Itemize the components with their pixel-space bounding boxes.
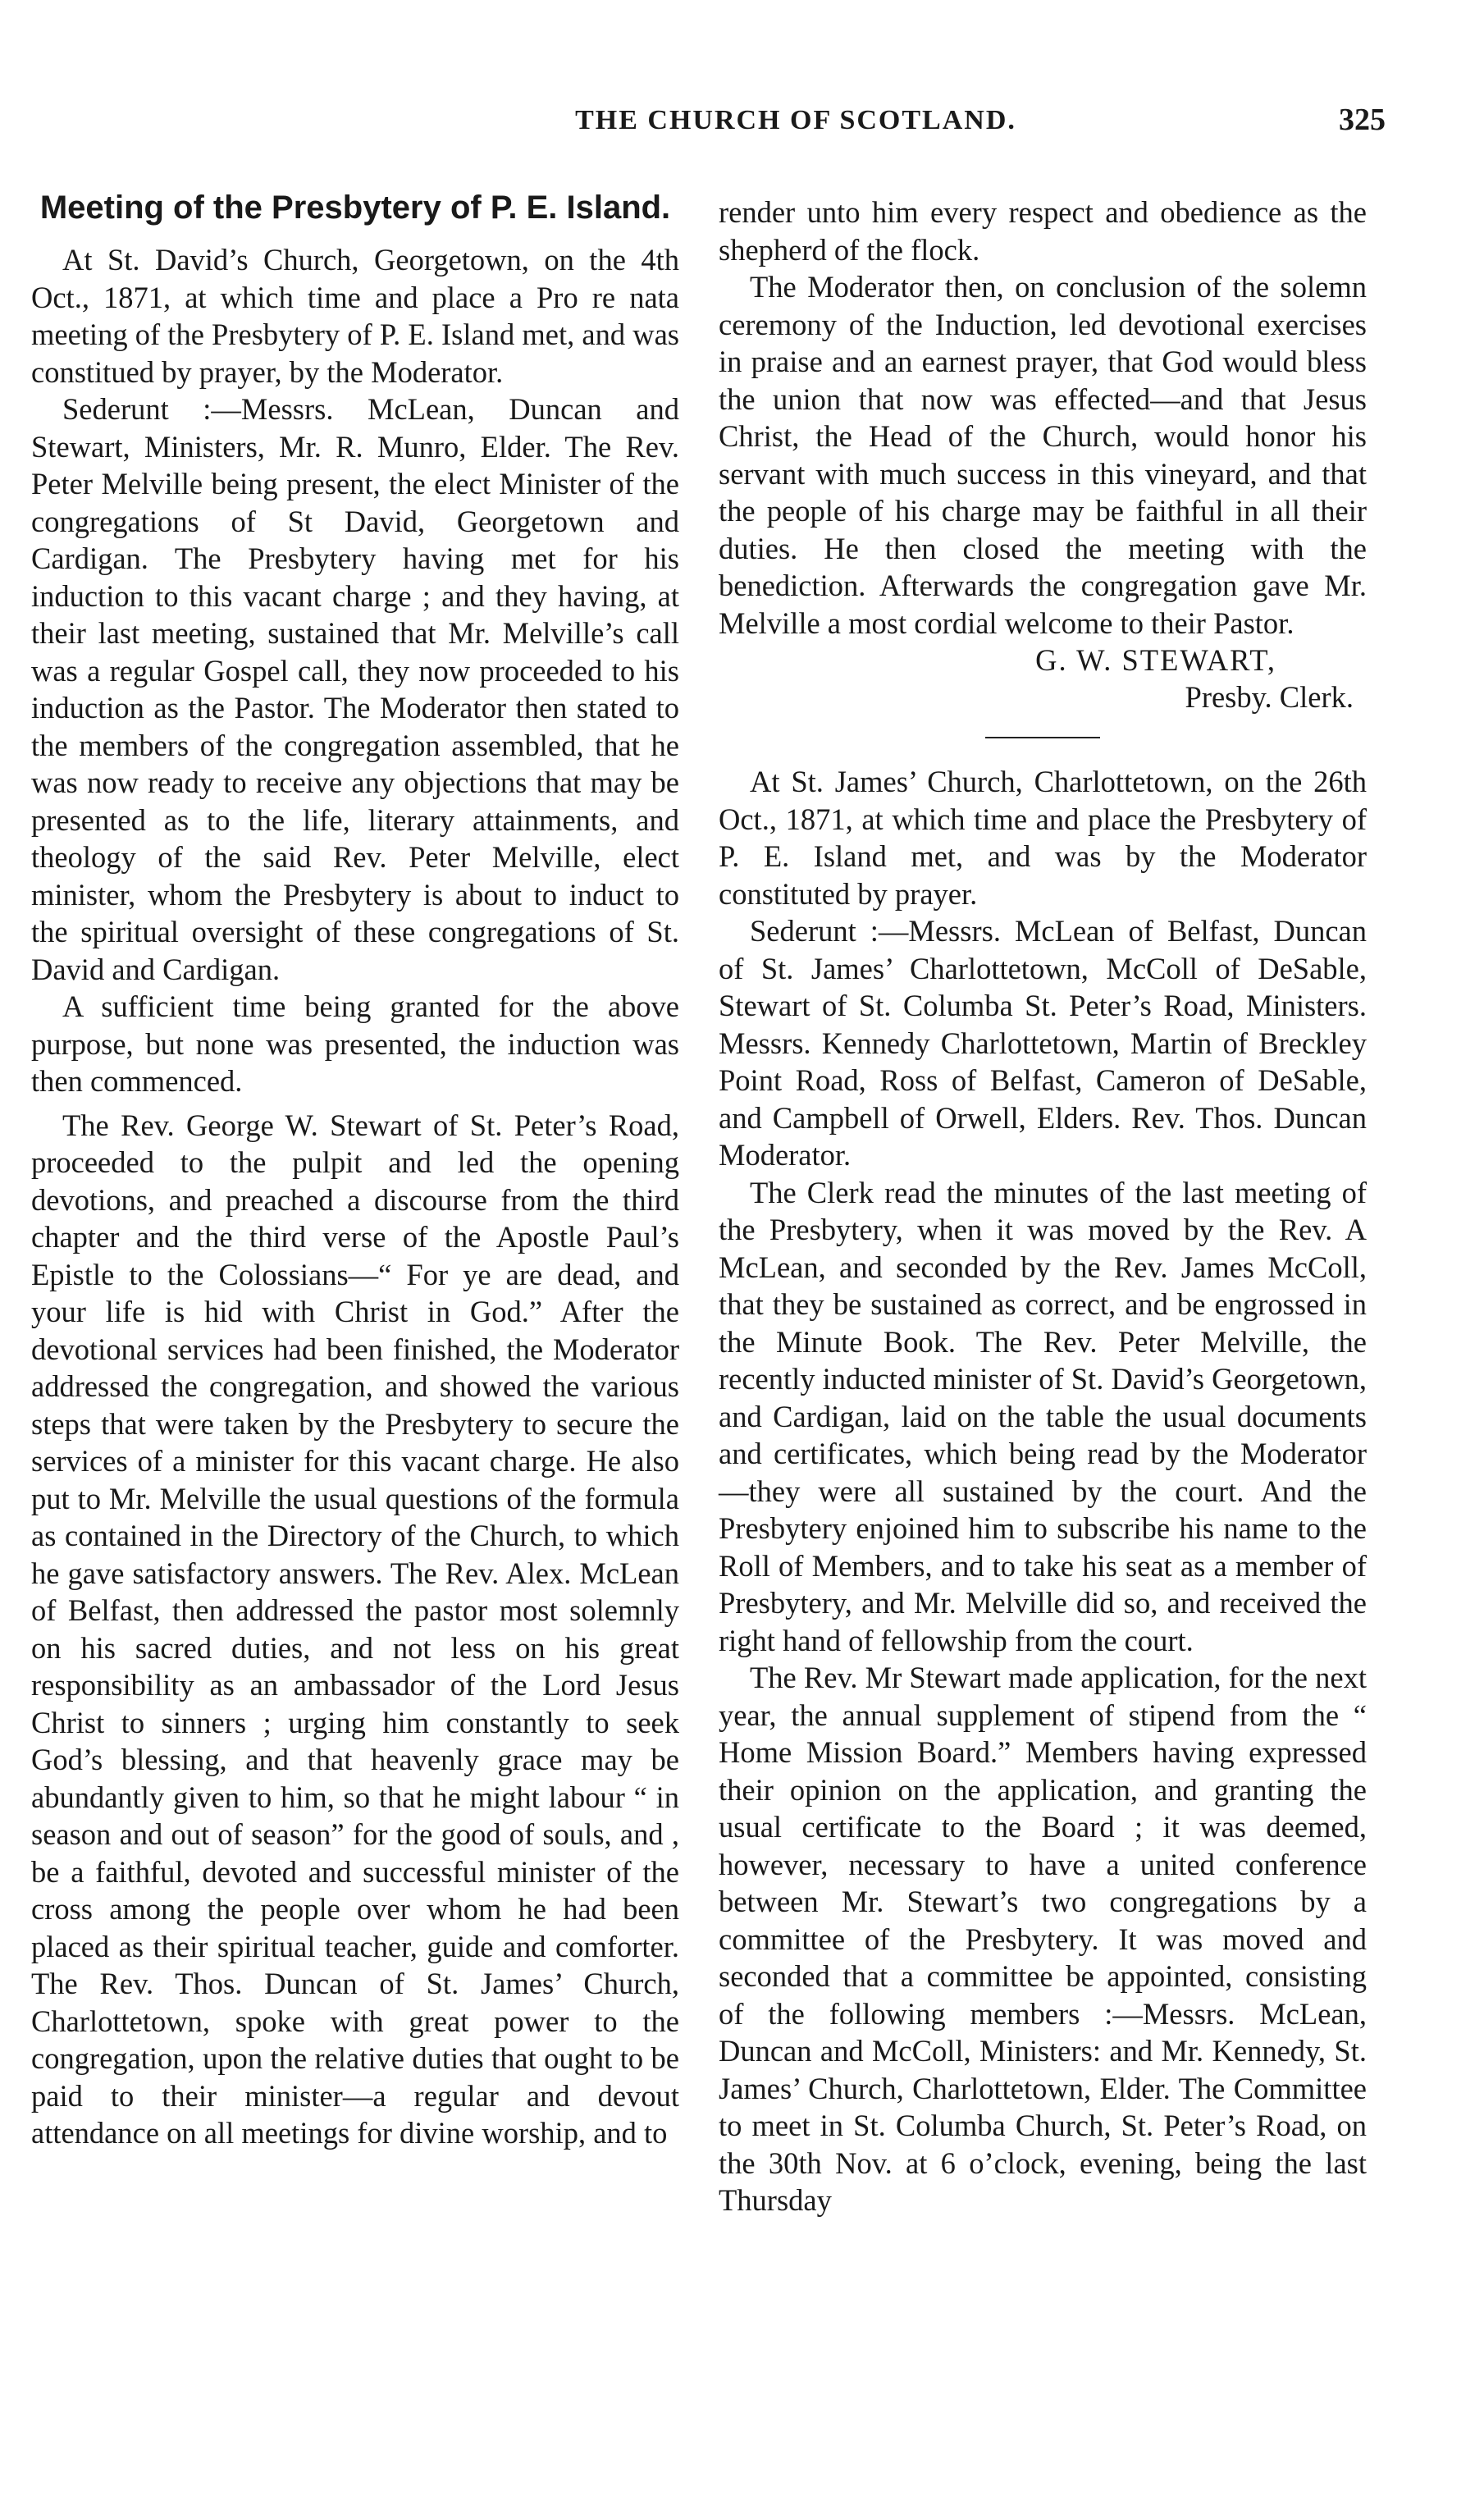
left-column <box>31 189 679 2152</box>
paragraph: A sufficient time being granted for the above purpose, but none was presented, the induction was then commenced. <box>31 989 679 1098</box>
paragraph: Sederunt :—Messrs. McLean of Belfast, Duncan of St. James’ Charlottetown, McColl of DeSable, Stewart of St. Columba St. Peter’s Road, Ministers. Messrs. Kennedy Charlottetown, Martin of Breckley Point Road, Ross of Belfast, Cameron of DeSable, and Campbell of Orwell, Elders. Rev. Thos. Duncan Moderator. <box>719 914 1367 1172</box>
signature-title: Presby. Clerk. <box>1185 680 1354 714</box>
signature-name: G. W. STEWART, <box>1035 643 1276 677</box>
signature <box>719 642 1367 715</box>
paragraph: The Rev. George W. Stewart of St. Peter’s Road, proceeded to the pulpit and led the opening devotions, and preached a discourse from the third chapter and the third verse of the Apostle Paul’s Epistle to the Colossians—“ For ye are dead, and your life is hid with Christ in God.” After the devotional services had been finished, the Moderator addressed the congregation, and showed the various steps that were taken by the Presbytery to secure the services of a minister for this vacant charge. He also put to Mr. Melville the usual questions of the formula as contained in the Directory of the Church, to which he gave satisfactory answers. The Rev. Alex. McLean of Belfast, then addressed the pastor most solemnly on his sacred duties, and not less on his great responsibility as an ambassador of the Lord Jesus Christ to sinners ; urging him constantly to seek God’s blessing, and that heavenly grace may be abundantly given to him, so that he might labour “ in season and out of season” for the good of souls, and , be a faithful, devoted and successful minister of the cross among the people over whom he had been placed as their spiritual teacher, guide and comforter. The Rev. Thos. Duncan of St. James’ Church, Charlottetown, spoke with great power to the congregation, upon the relative duties that ought to be paid to their minister—a regular and devout attendance on all meetings for divine worship, and to <box>31 1108 679 2150</box>
paragraph: At St. James’ Church, Charlottetown, on the 26th Oct., 1871, at which time and place the Presbytery of P. E. Island met, and was by the Moderator constituted by prayer. <box>719 765 1367 911</box>
paragraph: The Rev. Mr Stewart made application, for the next year, the annual supplement of stipend from the “ Home Mission Board.” Members having expressed their opinion on the application, and granting the usual certificate to the Board ; it was deemed, however, necessary to have a united conference between Mr. Stewart’s two congregations by a committee of the Presbytery. It was moved and seconded that a committee be appointed, consisting of the following members :—Messrs. McLean, Duncan and McColl, Ministers: and Mr. Kennedy, St. James’ Church, Charlottetown, Elder. The Committee to meet in St. Columba Church, St. Peter’s Road, on the 30th Nov. at 6 o’clock, evening, being the last Thursday <box>719 1661 1367 2217</box>
running-head: THE CHURCH OF SCOTLAND. <box>575 105 1016 135</box>
paragraph: The Clerk read the minutes of the last meeting of the Presbytery, when it was moved by the Rev. A McLean, and seconded by the Rev. James McColl, that they be sustained as correct, and be engrossed in the Minute Book. The Rev. Peter Melville, the recently inducted minister of St. David’s Georgetown, and Cardigan, laid on the table the usual documents and certificates, which being read by the Moderator—they were all sustained by the court. And the Presbytery enjoined him to subscribe his name to the Roll of Members, and to take his seat as a member of Presbytery, and Mr. Melville did so, and received the right hand of fellowship from the court. <box>719 1175 1367 1657</box>
right-column <box>719 194 1367 2219</box>
paragraph: Sederunt :—Messrs. McLean, Duncan and Stewart, Ministers, Mr. R. Munro, Elder. The Rev. Peter Melville being present, the elect Minister of the congregations of St David, Georgetown and Cardigan. The Presbytery having met for his induction to this vacant charge ; and they having, at their last meeting, sustained that Mr. Melville’s call was a regular Gospel call, they now proceeded to his induction as the Pastor. The Moderator then stated to the members of the congregation assembled, that he was now ready to receive any objections that may be presented as to the life, literary attainments, and theology of the said Rev. Peter Melville, elect minister, whom the Presbytery is about to induct to the spiritual oversight of these congregations of St. David and Cardigan. <box>31 392 679 986</box>
section-divider <box>985 737 1100 738</box>
paragraph: At St. David’s Church, Georgetown, on the 4th Oct., 1871, at which time and place a Pro re nata meeting of the Presbytery of P. E. Island met, and was constitued by prayer, by the Moderator. <box>31 243 679 389</box>
paragraph: The Moderator then, on conclusion of the solemn ceremony of the Induction, led devotional exercises in praise and an earnest prayer, that God would bless the union that now was effected—and that Jesus Christ, the Head of the Church, would honor his servant with much success in this vineyard, and that the people of his charge may be faithful in all their duties. He then closed the meeting with the benediction. Afterwards the congregation gave Mr. Melville a most cordial welcome to their Pastor. <box>719 270 1367 640</box>
article-title: Meeting of the Presbytery of P. E. Island. <box>39 190 671 226</box>
paragraph: render unto him every respect and obedience as the shepherd of the flock. <box>719 195 1367 267</box>
page-number: 325 <box>1339 103 1386 137</box>
